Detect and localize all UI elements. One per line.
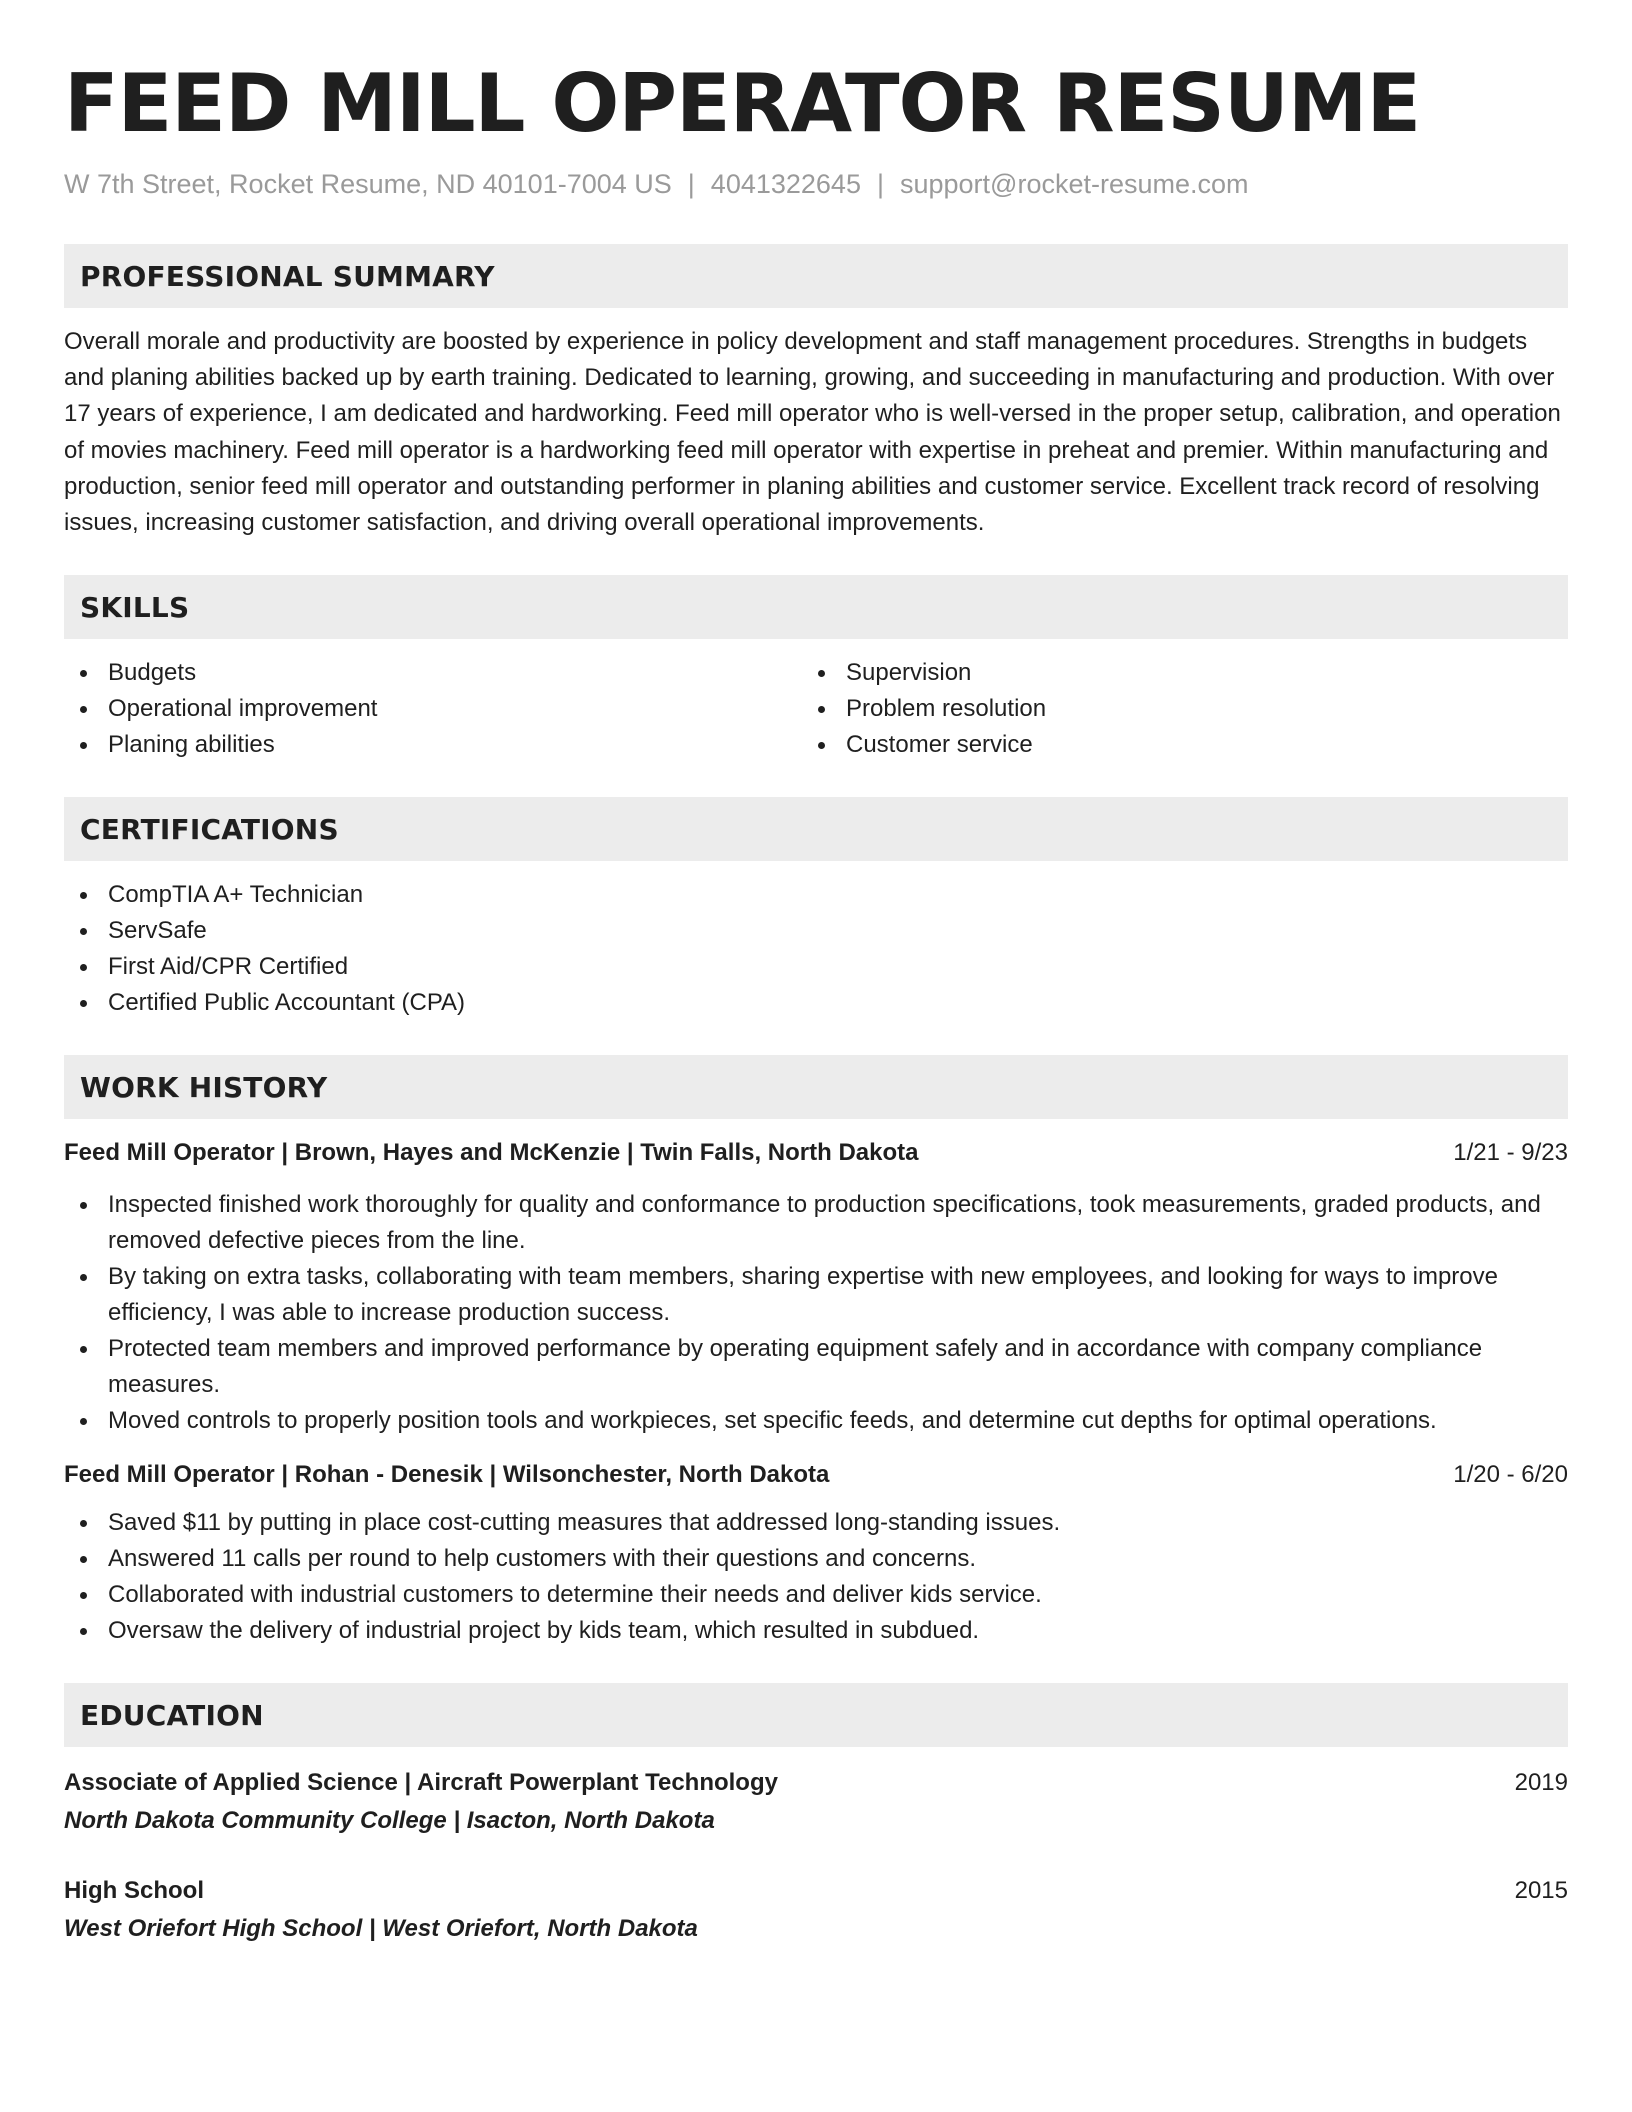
skill-item: Budgets [64,655,802,691]
job-bullet: Moved controls to properly position tools and workpieces, set specific feeds, and determine cut depths for optimal operations. [64,1403,1568,1439]
section-header-certifications [64,797,1568,861]
skill-item: Operational improvement [64,691,802,727]
skill-item: Customer service [802,727,1540,763]
education-school: North Dakota Community College | Isacton, North Dakota [64,1807,715,1835]
summary-text: Overall morale and productivity are boosted by experience in policy development and staff management procedures. Strengths in budgets and planing abilities backed up by earth training. Dedicated to learning, growing, and succeeding in manufacturing and production. With over 17 years of experience, I am dedicated and hardworking. Feed mill operator who is well-versed in the proper setup, calibration, and operation of movies machinery. Feed mill operator is a hardworking feed mill operator with expertise in preheat and premier. Within manufacturing and production, senior feed mill operator and outstanding performer in planing abilities and customer service. Excellent track record of resolving issues, increasing customer satisfaction, and driving overall operational improvements. [64,328,1561,537]
education-header [64,1873,1568,1909]
contact-phone: 4041322645 [710,169,861,199]
job-bullet: Oversaw the delivery of industrial project by kids team, which resulted in subdued. [64,1613,1568,1649]
job-bullet: Saved $11 by putting in place cost-cutting measures that addressed long-standing issues. [64,1505,1568,1541]
education-year: 2015 [1514,1877,1568,1905]
certification-item: First Aid/CPR Certified [64,949,1568,985]
job-entry [64,1135,1568,1439]
skill-item: Problem resolution [802,691,1540,727]
job-bullets [64,1187,1568,1439]
education-school: West Oriefort High School | West Oriefort, North Dakota [64,1915,698,1943]
contact-email[interactable]: support@rocket-resume.com [899,169,1249,199]
education-year: 2019 [1514,1769,1568,1797]
job-header [64,1457,1568,1493]
skills-list [64,655,1568,763]
skills-column-left [64,655,802,763]
section-header-summary [64,244,1568,308]
education-header [64,1765,1568,1801]
certification-item: Certified Public Accountant (CPA) [64,985,1568,1021]
section-header-skills [64,575,1568,639]
job-bullet: By taking on extra tasks, collaborating with team members, sharing expertise with new employees, and looking for ways to improve efficiency, I was able to increase production success. [64,1259,1568,1331]
contact-line [64,166,1568,202]
job-bullet: Answered 11 calls per round to help customers with their questions and concerns. [64,1541,1568,1577]
education-entry [64,1765,1568,1839]
job-dates: 1/20 - 6/20 [1453,1461,1568,1489]
job-bullets [64,1505,1568,1649]
job-title: Feed Mill Operator | Brown, Hayes and McKenzie | Twin Falls, North Dakota [64,1139,919,1167]
section-title: PROFESSIONAL SUMMARY [80,259,495,293]
contact-separator: | [876,169,884,199]
skills-column-right [802,655,1540,763]
job-entry [64,1457,1568,1649]
job-dates: 1/21 - 9/23 [1453,1139,1568,1167]
certification-item: CompTIA A+ Technician [64,877,1568,913]
job-bullet: Protected team members and improved performance by operating equipment safely and in accordance with company compliance measures. [64,1331,1568,1403]
section-header-education [64,1683,1568,1747]
certifications-list [64,877,1568,1021]
section-title: CERTIFICATIONS [80,812,339,846]
skill-item: Supervision [802,655,1540,691]
section-title: EDUCATION [80,1698,264,1732]
section-title: SKILLS [80,590,190,624]
job-bullet: Inspected finished work thoroughly for quality and conformance to production specifications, took measurements, graded products, and removed defective pieces from the line. [64,1187,1568,1259]
contact-separator: | [687,169,695,199]
job-bullet: Collaborated with industrial customers to determine their needs and deliver kids service. [64,1577,1568,1613]
education-degree: High School [64,1877,204,1905]
section-title: WORK HISTORY [80,1070,328,1104]
education-entry [64,1873,1568,1947]
job-header [64,1135,1568,1171]
education-degree: Associate of Applied Science | Aircraft Powerplant Technology [64,1769,778,1797]
resume-title: FEED MILL OPERATOR RESUME [64,57,1421,150]
skill-item: Planing abilities [64,727,802,763]
certification-item: ServSafe [64,913,1568,949]
job-title: Feed Mill Operator | Rohan - Denesik | Wilsonchester, North Dakota [64,1461,830,1489]
contact-address: W 7th Street, Rocket Resume, ND 40101-7004 US [64,169,672,199]
section-header-work-history [64,1055,1568,1119]
